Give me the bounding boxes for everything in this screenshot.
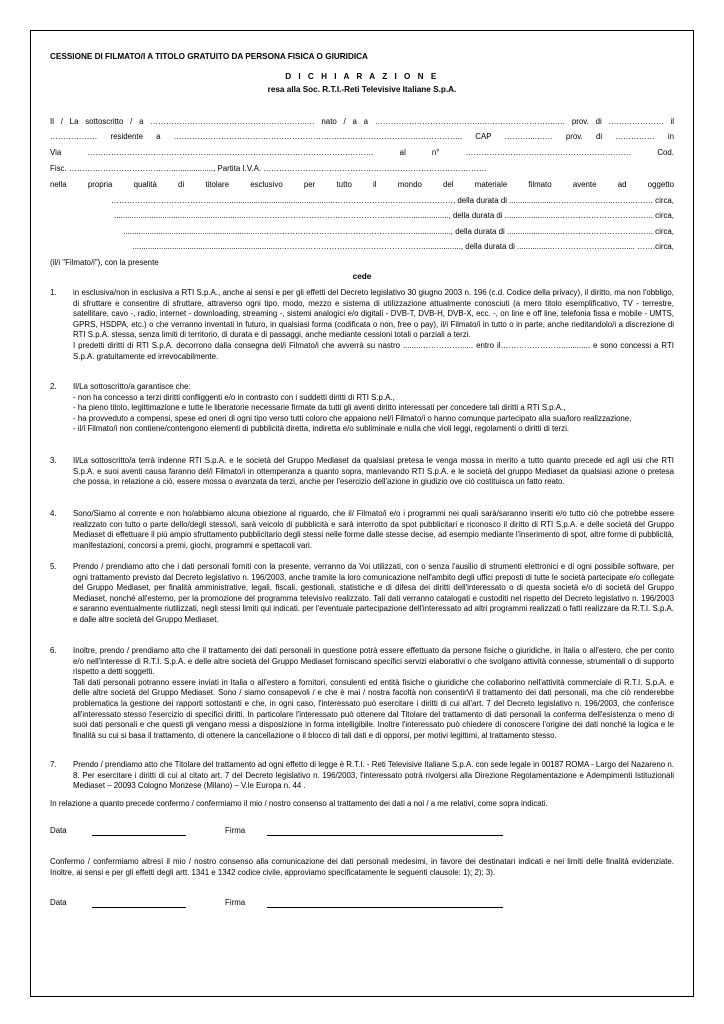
declaration-heading: D I C H I A R A Z I O N E [285, 72, 439, 81]
film-line: ....................................................................………………………………………………................., della durata di ................……………………......... …….circa, [132, 242, 674, 251]
form-line-address: Via ……………………………………………………………………………………….……… al n° ……………………………………………………… Cod. [50, 148, 674, 157]
clause-number: 2. [50, 382, 57, 391]
clause-number: 6. [50, 646, 57, 655]
clause-number: 4. [50, 509, 57, 518]
signature-label: Firma [225, 898, 246, 907]
date-field[interactable] [92, 907, 186, 908]
clause-paragraph: Sono/Siamo al corrente e non ho/abbiamo alcuna obiezione al riguardo, che il/ Filmato/i e/o i programmi nei quali sarà/saranno inseriti e/o tutto ciò che potrebbe essere realizzato con tutto o parte dello/degli stesso/i, sarà veicolo di pubblicità e sarà interrotto da spot pubblicitari e riconosco il diritto di RTI S.p.A. e delle società del Gruppo Mediaset di effettuare il più ampio sfruttamento pubblicitario degli stessi nelle forme dalle stesse decise, ad esempio mediante l'inserimento di spot, altre forme di pubblicità, manifestazioni, concorsi a premi, giochi, programmi e spettacoli vari. [73, 509, 674, 550]
signature-field[interactable] [267, 835, 503, 836]
clause-number: 3. [50, 456, 57, 465]
clause-paragraph: Prendo / prendiamo atto che Titolare del trattamento ad ogni effetto di legge è R.T.I. - Reti Televisive Italiane S.p.A. con sede legale in 00187 ROMA - Largo del Nazareno n. 8. Per esercitare i diritti di cui al citato art. 7 del Decreto legislativo n. 196/2003, l'interessato potrà rivolgersi alla Direzione Regolamentazione e Adempimenti Istituzionali Mediaset – 20093 Cologno Monzese (Milano) – V.le Europa n. 44 . [73, 760, 674, 791]
clause-paragraph: I predetti diritti di RTI S.p.A. decorrono dalla consegna del/i Filmato/i che avverrà su nastro ........……………...... entro il……………………............ e sono concessi a RTI S.p.A. gratuitamente ed irrevocabilmente. [73, 340, 674, 361]
clause-number: 1. [50, 288, 57, 297]
clause-paragraph: Il/La sottoscritto/a terrà indenne RTI S.p.A. e le società del Gruppo Mediaset da qualsiasi pretesa le venga mossa in merito a tutto quanto precede ed agli usi che RTI S.p.A. e suoi aventi causa faranno del/i Filmato/i in ottemperanza a quanto sopra, manlevando RTI S.p.A. e le società del gruppo Mediaset da qualsiasi azione o pretesa che possa, in relazione a ciò, essere mossa o avanzata da terzi, anche per l'esercizio dell'azione in giudizio ove ciò costituisca un fatto reato. [73, 456, 674, 487]
signature-field[interactable] [267, 907, 503, 908]
clause-paragraph: Prendo / prendiamo atto che i dati personali forniti con la presente, verranno da Voi utilizzati, con o senza l'ausilio di strumenti elettronici e di ogni possibile software, per ogni trattamento previsto dal Decreto legislativo n. 196/2003, anche tramite la loro comunicazione nell'ambito degli uffici preposti di tutte le società partecipate e/o collegate del Gruppo Mediaset, per finalità amministrative, legali, fiscali, gestionali, statistiche e di difesa dei diritti dell'interessato o di questa società e/o di società del Gruppo Mediaset, nonché all'esterno, per la promozione del programma televisivo realizzato. Tali dati verranno catalogati e custoditi nel rispetto del Decreto legislativo n. 196/2003 e saranno eventualmente riutilizzati, negli stessi limiti qui indicati. per l'eventuale partecipazione dell'interessato ad altri programmi realizzati o fatti realizzare da R.T.I. S.p.A. e dalle altre società del Gruppo Mediaset. [73, 562, 674, 624]
form-line-residence: ……………… residente a ……………………………………………………………………………………………….. CAP ………....…… prov. di …………… in [50, 132, 674, 141]
clause-paragraph: - ha provveduto a compensi, spese ed oneri di ogni tipo verso tutti coloro che appaiono nel/i Filmato/i o hanno comunque partecipato alla sua/loro realizzazione, [73, 413, 632, 423]
clause-number: 7. [50, 760, 57, 769]
clause-paragraph: - non ha concesso a terzi diritti confliggenti e/o in contrasto con i suddetti diritti di RTI S.p.A., [73, 392, 395, 402]
clause-number: 5. [50, 562, 57, 571]
date-label: Data [50, 826, 67, 835]
signature-label: Firma [225, 826, 246, 835]
film-reference: (il/i "Filmato/i"), con la presente [50, 258, 159, 267]
clause-paragraph: - il/i Filmato/i non contiene/contengono elementi di pubblicità diretta, indiretta e/o subliminale e nulla che violi leggi, regolamenti o diritti di terzi. [73, 424, 570, 434]
clause-paragraph: Tali dati personali potranno essere inviati in Italia o all'estero a fornitori, consulenti ed entità fisiche o giuridiche che collaborino nell'attività commerciale di R.T.I. S.p.A. e delle altre società del Gruppo Mediaset. Sono / siamo consapevoli / e che è mai / nostra facoltà non consentirVi il trattamento dei dati personali, ma che ciò renderebbe problematica la gestione dei rapporti sottostanti e che, in ogni caso, l'interessato può esercitare i diritti di cui all'art. 7 del Decreto legislativo n. 196/2003, che conferisce all'interessato stesso l'esercizio di specifici diritti. In particolare l'interessato può ottenere dal Titolare del trattamento di dati personali la conferma dell'esistenza o meno di suoi dati personali e che questi gli vengano messi a disposizione in forma intelligibile. Inoltre l'interessato può chiedere di conoscere l'origine dei dati nonché la logica e le finalità su cui si basa il trattamento, di ottenere la cancellazione o il blocco di tali dati e di opporsi, per motivi legittimi, al trattamento stesso. [73, 677, 674, 740]
clause-paragraph: in esclusiva/non in esclusiva a RTI S.p.A., anche ai sensi e per gli effetti del Decreto legislativo 30 giugno 2003 n. 196 (c.d. Codice della privacy), il diritto, ma non l'obbligo, di sfruttare e consentire di sfruttare, attraverso ogni tipo, modo, mezzo e sistema di utilizzazione attualmente conosciuti (a mero titolo esemplificativo, TV - terrestre, satellitare, cavo -, radio, internet - downloading, streaming -, sistemi analogici e/o digitali - DVB-T, DVB-H, DVB-X, ecc. -, on line e off line, telefonia fissa e mobile - UMTS, GPRS, HSDPA, etc.) o che verranno inventati in futuro, in qualsiasi forma (codificata o non, free o pay), il/i Filmato/i in tutto o in parte, anche rieditandolo/i a discrezione di RTI S.p.A. stessa, senza limiti di territorio, di durata e di passaggi, anche mediante cessioni totali o parziali a terzi. [73, 288, 674, 340]
declaration-subtitle: resa alla Soc. R.T.I.-Reti Televisive Italiane S.p.A. [267, 85, 457, 94]
form-line-fiscal: Fisc. …………………………………..................., Partita I.V.A. …………………………………………………………………………. [50, 164, 487, 173]
film-line: ………………………………………...............................................………………….……………………, della durata di ....................…………………...……..……. circa, [111, 196, 674, 205]
date-field[interactable] [92, 835, 186, 836]
clause-paragraph: - ha pieno titolo, legittimazione e tutte le liberatorie necessarie firmate da tutti gli aventi diritto interessati per concedere tali diritti a RTI S.p.A., [73, 403, 566, 413]
consent-statement: In relazione a quanto precede confermo / confermiamo il mio / nostro consenso al trattamento dei dati a noi / a me relativi, come sopra indicati. [50, 799, 548, 808]
consent-statement-2: Confermo / confermiamo altresì il mio / nostro consenso alla comunicazione dei dati personali medesimi, in favore dei destinatari indicati e nei limiti delle finalità evidenziate. Inoltre, ai sensi e per gli effetti degli artt. 1341 e 1342 codice civile, approviamo specificatamente le seguenti clausole: 1); 2); 3). [50, 857, 674, 877]
film-line: ............................................................………………………………………………………................., della durata di .........................……………………….…….. circa, [114, 211, 674, 220]
form-line-quality: nella propria qualità di titolare esclusivo per tutto il mondo del materiale filmato avente ad oggetto [50, 180, 674, 189]
clause-paragraph: Il/La sottoscritto/a garantisce che: [73, 382, 191, 391]
document-title: CESSIONE DI FILMATO/I A TITOLO GRATUITO DA PERSONA FISICA O GIURIDICA [50, 52, 368, 61]
form-line-name: Il / La sottoscritto / a …………………………………………….……..… nato / a a …………………………………..………………………..… prov. di ………………… il [50, 117, 674, 126]
clause-paragraph: Inoltre, prendo / prendiamo atto che il trattamento dei dati personali in questione potrà essere effettuato da persone fisiche o giuridiche, in Italia o all'estero, che per conto e/o nell'interesse di R.T.I. S.p.A. e delle altre società del Gruppo Mediaset forniscano specifici servizi elaborativi o che svolgano attività connesse, strumentali o di supporto rispetto a detti soggetti. [73, 646, 674, 677]
cede-heading: cede [352, 272, 372, 281]
film-line: ................................................................…………………………………………………................., della durata di ........................……………………….…….. circa, [123, 227, 674, 236]
date-label: Data [50, 898, 67, 907]
